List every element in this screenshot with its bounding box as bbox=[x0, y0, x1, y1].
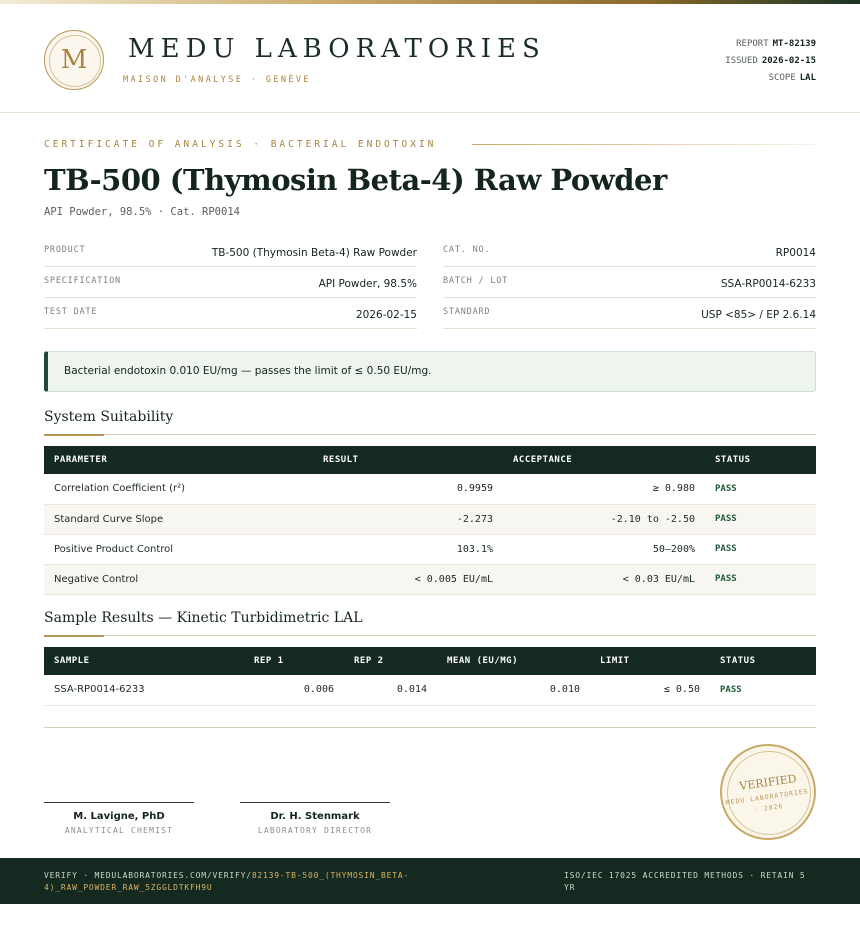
lab-tagline: MAISON D'ANALYSE · GENÈVE bbox=[123, 75, 311, 85]
section-title-underline bbox=[44, 635, 104, 637]
status-badge: PASS bbox=[705, 504, 816, 534]
column-header: REP 1 bbox=[254, 656, 284, 666]
sample-results-table bbox=[44, 647, 816, 706]
table-row bbox=[44, 474, 816, 504]
table-header-row bbox=[44, 446, 816, 474]
column-header: PARAMETER bbox=[54, 455, 108, 465]
column-header: STATUS bbox=[715, 455, 751, 465]
signatory-name: M. Lavigne, PhD bbox=[73, 811, 165, 822]
report-scope: LAL bbox=[799, 73, 816, 83]
info-value: RP0014 bbox=[775, 247, 816, 259]
table-row bbox=[44, 564, 816, 594]
column-header: RESULT bbox=[323, 455, 359, 465]
info-value: API Powder, 98.5% bbox=[318, 278, 417, 290]
rep1-cell: 0.006 bbox=[244, 675, 344, 705]
info-row-standard bbox=[443, 298, 816, 329]
column-header: ACCEPTANCE bbox=[513, 455, 573, 465]
column-header: REP 2 bbox=[354, 656, 384, 666]
sample-id-cell: SSA-RP0014-6233 bbox=[44, 675, 244, 705]
logo-letter: M bbox=[60, 45, 88, 75]
info-row-test-date bbox=[44, 298, 417, 329]
system-suitability-heading bbox=[44, 407, 816, 435]
accreditation-note: ISO/IEC 17025 ACCREDITED METHODS · RETAIN 5 YR bbox=[564, 871, 806, 892]
sample-results-heading bbox=[44, 608, 816, 636]
info-label: TEST DATE bbox=[44, 307, 98, 317]
kicker-rule bbox=[472, 144, 816, 145]
seal-sub-text: MEDU LABORATORIES · 2026 bbox=[725, 787, 810, 814]
parameter-cell: Positive Product Control bbox=[44, 534, 313, 564]
product-subtitle: API Powder, 98.5% · Cat. RP0014 bbox=[44, 206, 240, 218]
info-column-right bbox=[443, 236, 816, 329]
status-badge: PASS bbox=[710, 675, 816, 705]
result-cell: 0.9959 bbox=[313, 474, 503, 504]
status-badge: PASS bbox=[705, 534, 816, 564]
signature-block-director bbox=[240, 802, 390, 835]
verified-seal-stamp bbox=[720, 744, 816, 840]
result-cell: < 0.005 EU/mL bbox=[313, 564, 503, 594]
column-header: LIMIT bbox=[600, 656, 630, 666]
info-row-batch-lot bbox=[443, 267, 816, 298]
section-title-underline bbox=[44, 434, 104, 436]
system-suitability-table bbox=[44, 446, 816, 595]
info-value: TB-500 (Thymosin Beta-4) Raw Powder bbox=[211, 247, 417, 259]
result-banner bbox=[44, 351, 816, 392]
document-kicker bbox=[44, 139, 816, 153]
document-kicker-text: CERTIFICATE OF ANALYSIS · BACTERIAL ENDOTOXIN bbox=[44, 139, 437, 150]
info-label: SPECIFICATION bbox=[44, 276, 121, 286]
info-label: PRODUCT bbox=[44, 245, 86, 255]
table-header-row bbox=[44, 647, 816, 675]
lab-logo-seal bbox=[44, 30, 104, 90]
status-badge: PASS bbox=[705, 474, 816, 504]
rep2-cell: 0.014 bbox=[344, 675, 437, 705]
result-banner-text: Bacterial endotoxin 0.010 EU/mg — passes the limit of ≤ 0.50 EU/mg. bbox=[64, 365, 432, 377]
status-badge: PASS bbox=[705, 564, 816, 594]
info-column-left bbox=[44, 236, 417, 329]
limit-cell: ≤ 0.50 bbox=[590, 675, 710, 705]
product-title: TB-500 (Thymosin Beta-4) Raw Powder bbox=[44, 163, 667, 197]
report-header bbox=[0, 4, 860, 113]
report-meta-label: REPORT bbox=[736, 39, 769, 49]
report-meta bbox=[725, 36, 816, 87]
signatory-role: ANALYTICAL CHEMIST bbox=[64, 826, 174, 835]
info-value: USP <85> / EP 2.6.14 bbox=[701, 309, 816, 321]
section-title-text: System Suitability bbox=[44, 409, 174, 425]
result-cell: -2.273 bbox=[313, 504, 503, 534]
column-header: SAMPLE bbox=[54, 656, 90, 666]
parameter-cell: Negative Control bbox=[44, 564, 313, 594]
acceptance-cell: ≥ 0.980 bbox=[503, 474, 705, 504]
acceptance-cell: 50–200% bbox=[503, 534, 705, 564]
lab-name: MEDU LABORATORIES bbox=[128, 34, 546, 64]
acceptance-cell: -2.10 to -2.50 bbox=[503, 504, 705, 534]
info-value: SSA-RP0014-6233 bbox=[720, 278, 816, 290]
info-value: 2026-02-15 bbox=[355, 309, 417, 321]
table-row bbox=[44, 675, 816, 705]
signatory-role: LABORATORY DIRECTOR bbox=[257, 826, 373, 835]
info-row-catalog-number bbox=[443, 236, 816, 267]
report-meta-label: SCOPE bbox=[768, 73, 796, 83]
table-row bbox=[44, 534, 816, 564]
issued-date: 2026-02-15 bbox=[761, 56, 816, 66]
verify-label: VERIFY · MEDULABORATORIES.COM/VERIFY/ bbox=[44, 871, 252, 880]
report-footer bbox=[0, 858, 860, 904]
parameter-cell: Standard Curve Slope bbox=[44, 504, 313, 534]
table-row bbox=[44, 504, 816, 534]
result-cell: 103.1% bbox=[313, 534, 503, 564]
signature-divider bbox=[44, 727, 816, 728]
column-header: MEAN (EU/MG) bbox=[447, 656, 519, 666]
report-meta-row bbox=[725, 53, 816, 70]
verify-link[interactable]: 82139-TB-500_(THYMOSIN_BETA-4)_RAW_POWDER_RAW_5ZGGLDTKFH9U bbox=[44, 871, 410, 892]
info-label: STANDARD bbox=[443, 307, 491, 317]
info-label: CAT. NO. bbox=[443, 245, 491, 255]
signatory-name: Dr. H. Stenmark bbox=[270, 811, 360, 822]
mean-cell: 0.010 bbox=[437, 675, 590, 705]
verify-line bbox=[44, 870, 454, 894]
report-meta-label: ISSUED bbox=[725, 56, 758, 66]
column-header: STATUS bbox=[720, 656, 756, 666]
report-meta-row bbox=[725, 70, 816, 87]
signature-block-analyst bbox=[44, 802, 194, 835]
parameter-cell: Correlation Coefficient (r²) bbox=[44, 474, 313, 504]
info-row-specification bbox=[44, 267, 417, 298]
info-row-product bbox=[44, 236, 417, 267]
report-number: MT-82139 bbox=[772, 39, 816, 49]
info-label: BATCH / LOT bbox=[443, 276, 509, 286]
seal-main-text: VERIFIED bbox=[738, 772, 798, 793]
acceptance-cell: < 0.03 EU/mL bbox=[503, 564, 705, 594]
section-title-text: Sample Results — Kinetic Turbidimetric LAL bbox=[44, 610, 363, 626]
report-meta-row bbox=[725, 36, 816, 53]
